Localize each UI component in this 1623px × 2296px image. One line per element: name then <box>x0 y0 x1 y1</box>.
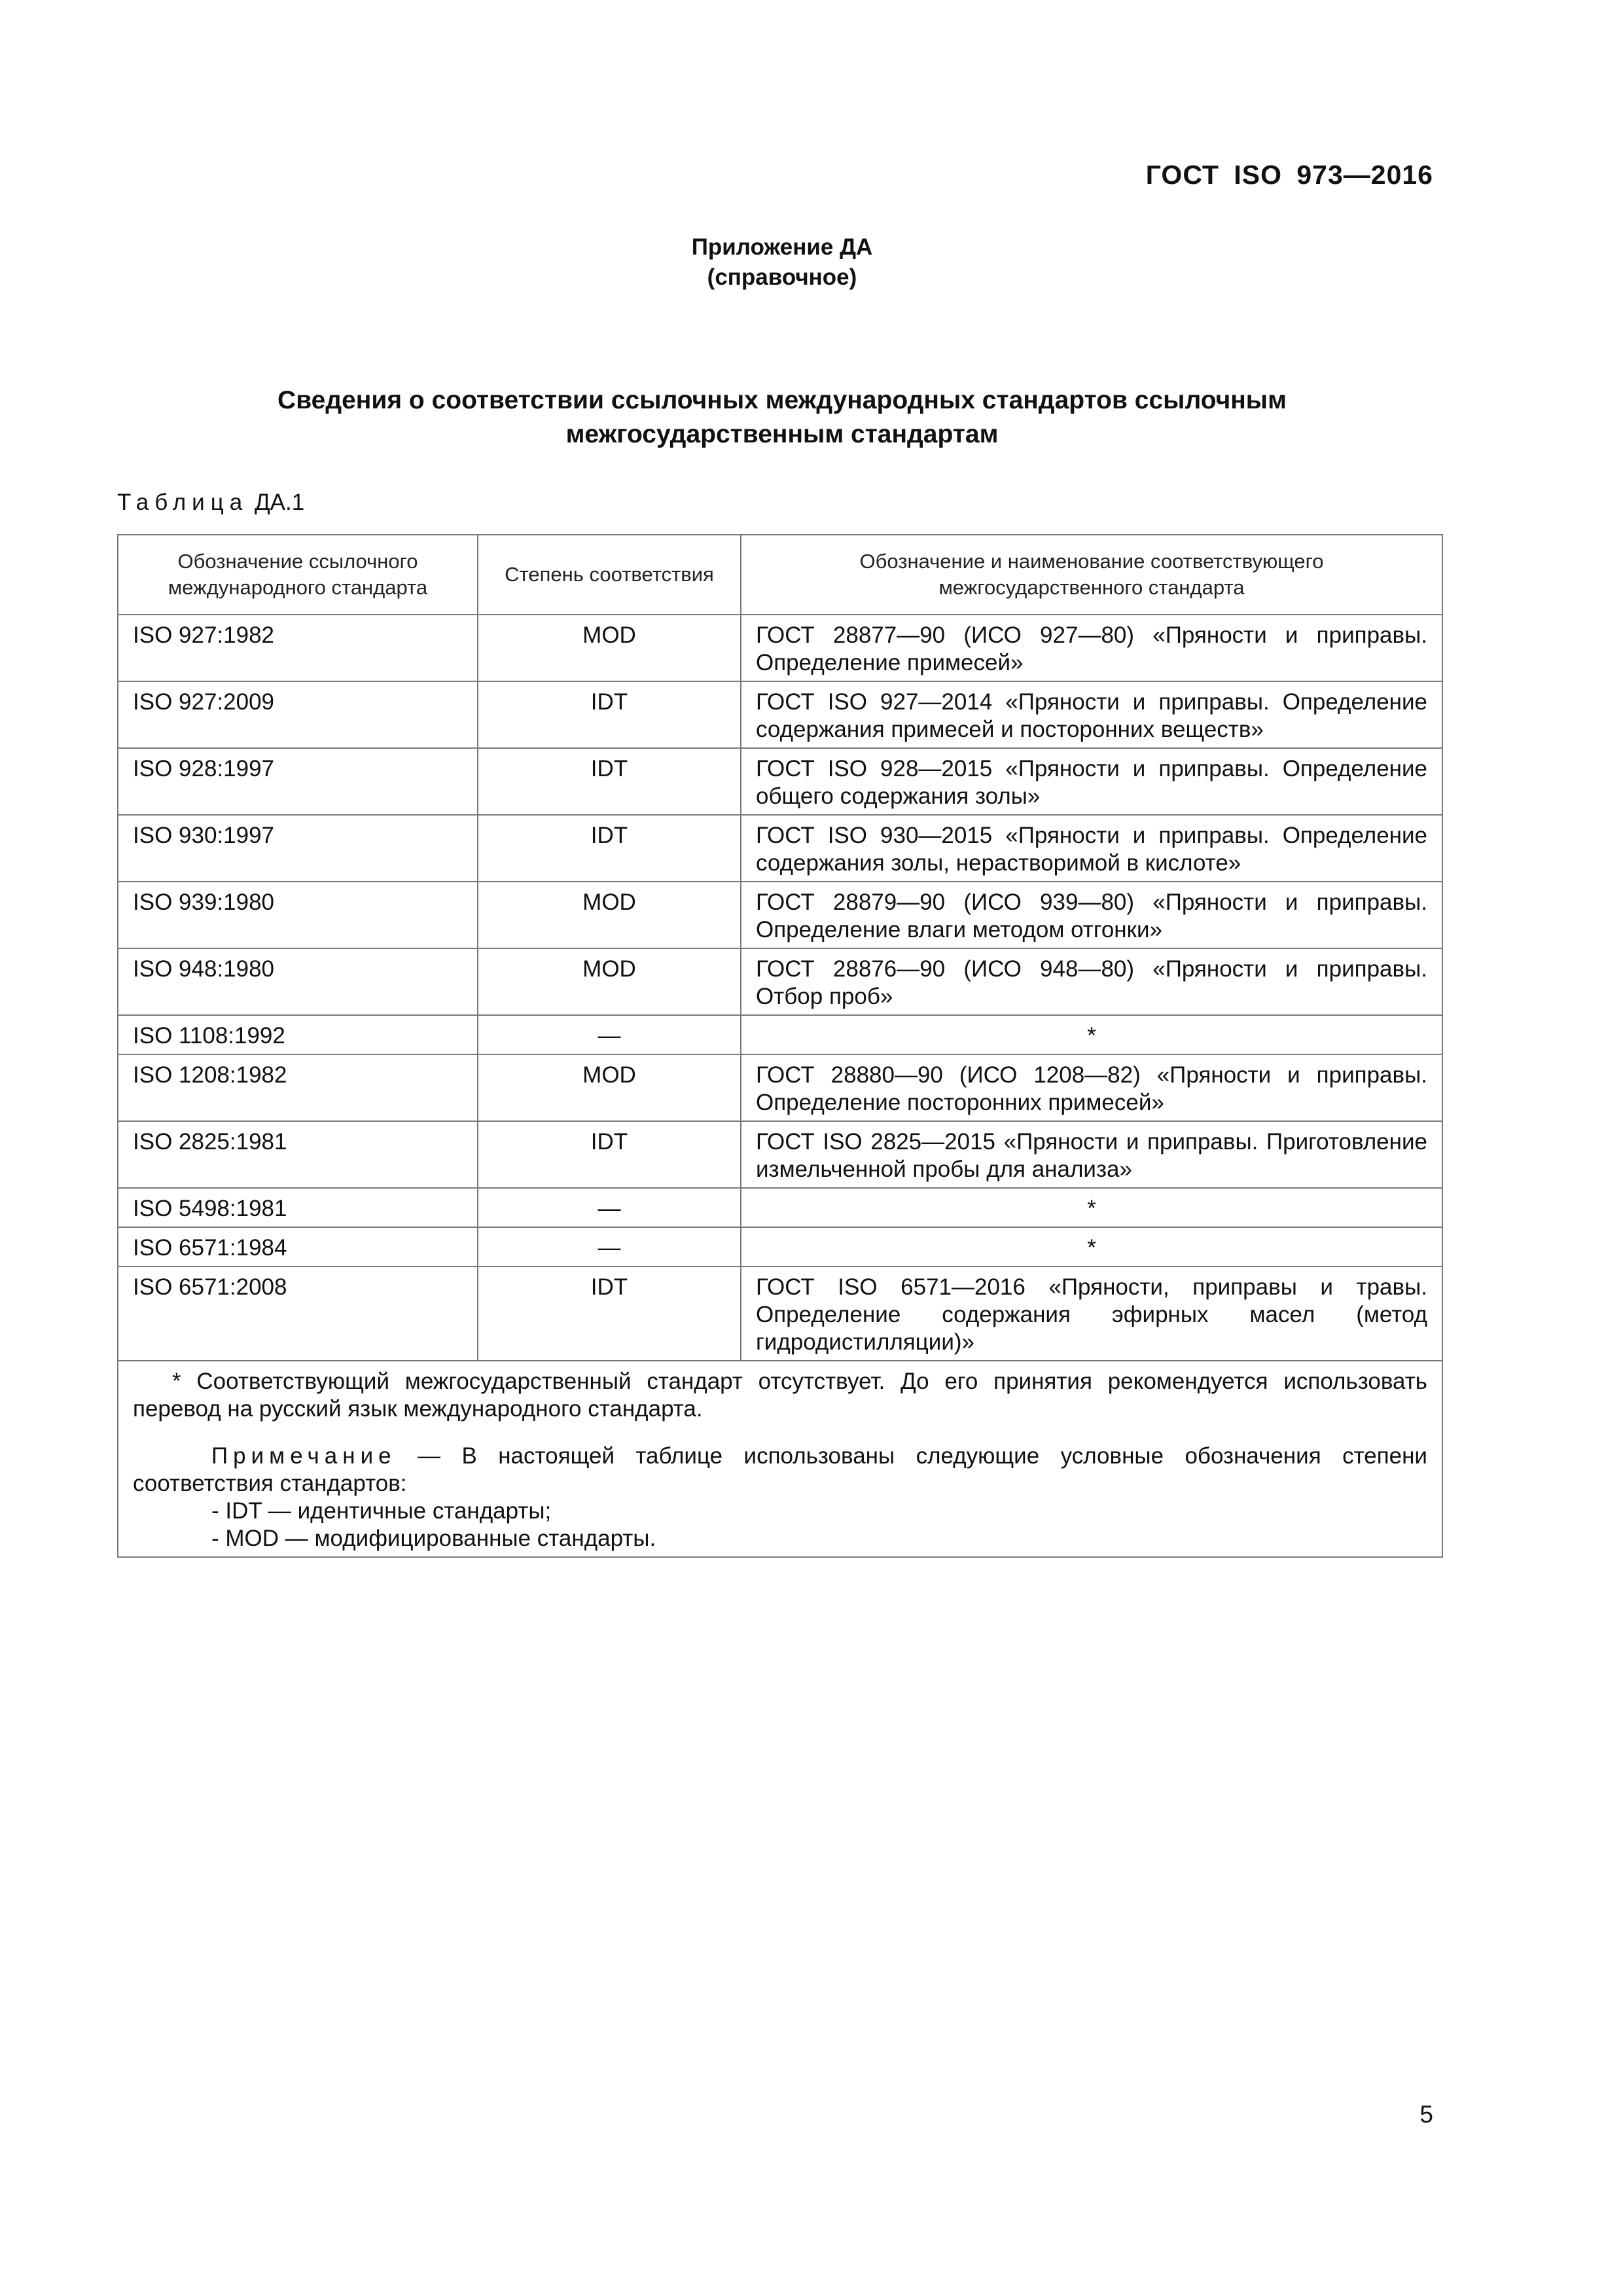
cell-degree: IDT <box>478 748 741 815</box>
document-code-header: ГОСТ ISO 973—2016 <box>1145 160 1433 190</box>
footnote: * Соответствующий межгосударственный стандарт отсутствует. До его принятия рекомендуется использовать перевод на русский язык международного стандарта. <box>133 1369 1427 1422</box>
cell-designation: ISO 927:1982 <box>118 615 478 681</box>
table-row <box>118 1227 1442 1266</box>
table-row <box>118 1188 1442 1227</box>
cell-designation: ISO 2825:1981 <box>118 1121 478 1188</box>
cell-degree: MOD <box>478 882 741 948</box>
table-caption-number: ДА.1 <box>254 490 305 515</box>
table-row <box>118 948 1442 1015</box>
section-title <box>183 384 1381 452</box>
cell-degree: — <box>478 1188 741 1227</box>
cell-designation: ISO 6571:1984 <box>118 1227 478 1266</box>
cell-gost: * <box>741 1015 1442 1054</box>
table-header-row <box>118 535 1442 615</box>
cell-gost: ГОСТ 28880—90 (ИСО 1208—82) «Пряности и приправы. Определение посторонних примесей» <box>741 1054 1442 1121</box>
cell-designation: ISO 948:1980 <box>118 948 478 1015</box>
cell-gost: ГОСТ 28879—90 (ИСО 939—80) «Пряности и приправы. Определение влаги методом отгонки» <box>741 882 1442 948</box>
cell-designation: ISO 1208:1982 <box>118 1054 478 1121</box>
cell-degree: IDT <box>478 1121 741 1188</box>
cell-degree: — <box>478 1227 741 1266</box>
cell-designation: ISO 927:2009 <box>118 681 478 748</box>
table-caption-label: Таблица <box>117 490 249 515</box>
annex-heading <box>0 232 1564 293</box>
table-row <box>118 1054 1442 1121</box>
cell-gost: ГОСТ ISO 6571—2016 «Пряности, приправы и травы. Определение содержания эфирных масел (метод гидродистилляции)» <box>741 1266 1442 1361</box>
cell-designation: ISO 930:1997 <box>118 815 478 882</box>
note-text: — В настоящей таблице использованы следующие условные обозначения степени соответствия стандартов: <box>133 1443 1427 1496</box>
cell-gost: ГОСТ 28876—90 (ИСО 948—80) «Пряности и приправы. Отбор проб» <box>741 948 1442 1015</box>
cell-gost: * <box>741 1227 1442 1266</box>
note-item-idt: - IDT — идентичные стандарты; <box>211 1498 552 1524</box>
cell-degree: MOD <box>478 1054 741 1121</box>
note-label: Примечание <box>211 1443 397 1469</box>
table-row <box>118 1121 1442 1188</box>
table-row <box>118 882 1442 948</box>
note-item-mod: - MOD — модифицированные стандарты. <box>211 1526 656 1551</box>
cell-gost: ГОСТ ISO 927—2014 «Пряности и приправы. Определение содержания примесей и посторонних веществ» <box>741 681 1442 748</box>
table-row <box>118 1015 1442 1054</box>
table-footer-row <box>118 1361 1442 1557</box>
table-row <box>118 1266 1442 1361</box>
cell-gost: ГОСТ 28877—90 (ИСО 927—80) «Пряности и приправы. Определение примесей» <box>741 615 1442 681</box>
page-number: 5 <box>1419 2101 1433 2128</box>
cell-designation: ISO 928:1997 <box>118 748 478 815</box>
cell-designation: ISO 1108:1992 <box>118 1015 478 1054</box>
section-title-line-1: Сведения о соответствии ссылочных международных стандартов ссылочным <box>277 386 1287 414</box>
section-title-line-2: межгосударственным стандартам <box>565 420 999 448</box>
cell-gost: ГОСТ ISO 2825—2015 «Пряности и приправы. Приготовление измельченной пробы для анализа» <box>741 1121 1442 1188</box>
cell-degree: MOD <box>478 948 741 1015</box>
cell-gost: ГОСТ ISO 930—2015 «Пряности и приправы. Определение содержания золы, нерастворимой в кислоте» <box>741 815 1442 882</box>
header-gost: Обозначение и наименование соответствующего межгосударственного стандарта <box>741 535 1442 615</box>
table-caption <box>117 490 304 516</box>
cell-gost: ГОСТ ISO 928—2015 «Пряности и приправы. Определение общего содержания золы» <box>741 748 1442 815</box>
table-row <box>118 748 1442 815</box>
table-row <box>118 681 1442 748</box>
correspondence-table <box>117 534 1443 1558</box>
annex-title: Приложение ДА <box>691 234 873 260</box>
cell-degree: IDT <box>478 681 741 748</box>
cell-designation: ISO 5498:1981 <box>118 1188 478 1227</box>
table-notes <box>118 1361 1442 1557</box>
cell-designation: ISO 6571:2008 <box>118 1266 478 1361</box>
cell-degree: IDT <box>478 815 741 882</box>
table-row <box>118 615 1442 681</box>
note <box>133 1443 1427 1498</box>
cell-degree: — <box>478 1015 741 1054</box>
annex-subtitle: (справочное) <box>707 264 857 290</box>
cell-degree: MOD <box>478 615 741 681</box>
cell-gost: * <box>741 1188 1442 1227</box>
cell-degree: IDT <box>478 1266 741 1361</box>
table-row <box>118 815 1442 882</box>
header-designation: Обозначение ссылочного международного стандарта <box>118 535 478 615</box>
cell-designation: ISO 939:1980 <box>118 882 478 948</box>
header-degree: Степень соответствия <box>478 535 741 615</box>
